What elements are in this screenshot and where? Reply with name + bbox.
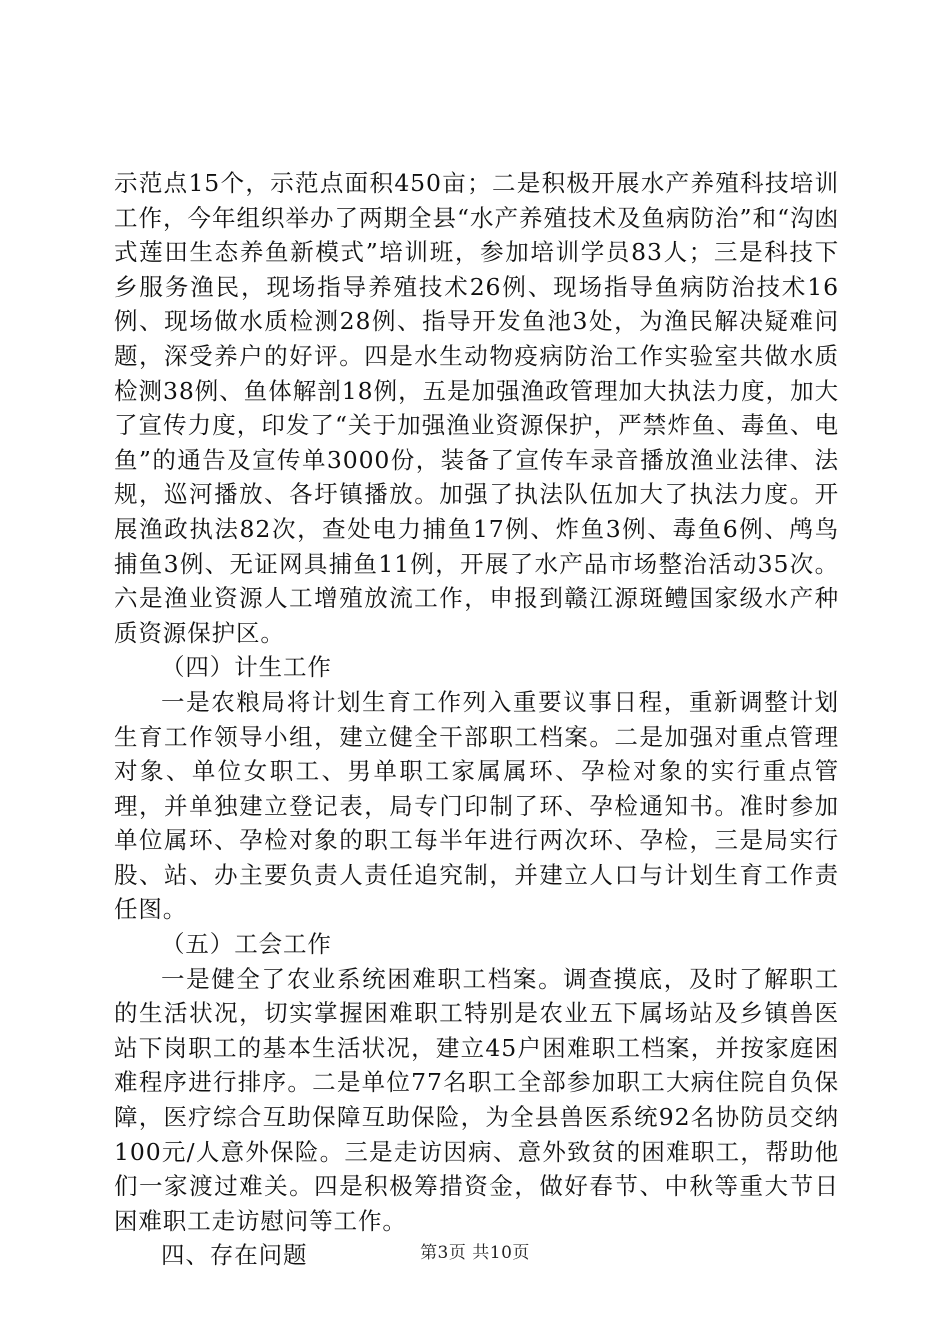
section-heading-trade-union: （五）工会工作 [161,930,332,959]
paragraph-trade-union: 一是健全了农业系统困难职工档案。调查摸底，及时了解职工的生活状况，切实掌握困难职工特别是农业五下属场站及乡镇兽医站下岗职工的基本生活状况，建立45户困难职工档案，并按家庭困难程序进行排序。二是单位77名职工全部参加职工大病住院自负保障，医疗综合互助保障互助保险，为全县兽医系统92名协防员交纳100元/人意外保险。三是走访因病、意外致贫的困难职工，帮助他们一家渡过难关。四是积极筹措资金，做好春节、中秋等重大节日困难职工走访慰问等工作。 [114,964,839,1235]
section-heading-family-planning: （四）计生工作 [161,653,332,682]
paragraph-family-planning: 一是农粮局将计划生育工作列入重要议事日程，重新调整计划生育工作领导小组，建立健全干部职工档案。二是加强对重点管理对象、单位女职工、男单职工家属属环、孕检对象的实行重点管理，并单独建立登记表，局专门印制了环、孕检通知书。准时参加单位属环、孕检对象的职工每半年进行两次环、孕检，三是局实行股、站、办主要负责人责任追究制，并建立人口与计划生育工作责任图。 [114,687,839,924]
document-body [114,166,839,1273]
page-footer: 第3页 共10页 [420,1243,530,1263]
paragraph-fishery-continued: 示范点15个，示范点面积450亩；二是积极开展水产养殖科技培训工作，今年组织举办了两期全县“水产养殖技术及鱼病防治”和“沟凼式莲田生态养鱼新模式”培训班，参加培训学员83人；三是科技下乡服务渔民，现场指导养殖技术26例、现场指导鱼病防治技术16例、现场做水质检测28例、指导开发鱼池3处，为渔民解决疑难问题，深受养户的好评。四是水生动物疫病防治工作实验室共做水质检测38例、鱼体解剖18例，五是加强渔政管理加大执法力度，加大了宣传力度，印发了“关于加强渔业资源保护，严禁炸鱼、毒鱼、电鱼”的通告及宣传单3000份，装备了宣传车录音播放渔业法律、法规，巡河播放、各圩镇播放。加强了执法队伍加大了执法力度。开展渔政执法82次，查处电力捕鱼17例、炸鱼3例、毒鱼6例、鸬鸟捕鱼3例、无证网具捕鱼11例，开展了水产品市场整治活动35次。六是渔业资源人工增殖放流工作，申报到赣江源斑鳢国家级水产种质资源保护区。 [114,169,839,647]
section-heading-existing-problems: 四、存在问题 [161,1241,308,1270]
